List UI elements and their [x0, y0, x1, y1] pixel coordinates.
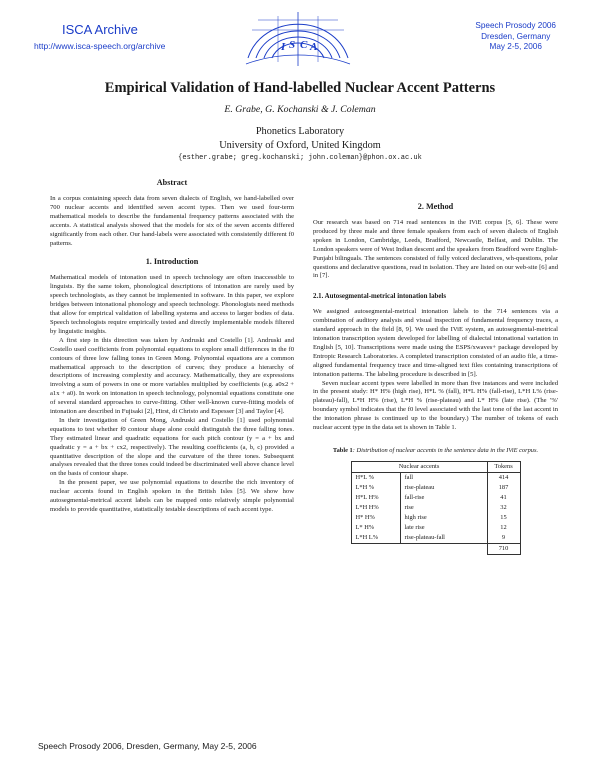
method-heading: 2. Method — [417, 202, 454, 211]
authors: E. Grabe, G. Kochanski & J. Coleman — [224, 104, 376, 115]
author-emails: {esther.grabe; greg.kochanski; john.coleman}@phon.ox.ac.uk — [178, 154, 422, 162]
accent-label: L*H % — [351, 483, 400, 493]
svg-text:C: C — [300, 39, 308, 51]
accent-name: fall-rise — [400, 493, 487, 503]
accent-name: rise-plateau — [400, 483, 487, 493]
table-caption-text: : Distribution of nuclear accents in the sentence data in the IViE corpus. — [352, 446, 539, 454]
accent-name: fall — [400, 473, 487, 484]
table-total: 710 — [487, 544, 520, 555]
affiliation-university: University of Oxford, United Kingdom — [219, 140, 381, 151]
conference-name: Speech Prosody 2006 — [475, 21, 556, 30]
right-column — [313, 202, 558, 555]
conference-info — [475, 21, 556, 53]
accent-tokens: 15 — [487, 513, 520, 523]
table-caption — [313, 447, 558, 456]
intro-paragraph-2: A first step in this direction was taken by Andruski and Costello [1]. Andruski and Costello used coefficients from polynomial equations to explore small differences in the f0 contours of three low falling tones in Green Mong. Polynomial equations are a common mathematical approach to the description of curves; they produce a hierarchy of descriptions of increasing complexity and accuracy. Mathematically, they are expressions involving a sum of powers in one or more variables multiplied by coefficients (e.g. a0x2 + a1x + a0). In work on intonation in speech technology, polynomial equations constitute one of several standard approaches to curve-fitting. Other well-known curve-fitting models of intonation are described in Fujisaki [2], Hirst, di Christo and Espesser [3] and Taylor [4]. — [50, 336, 294, 416]
archive-url[interactable]: http://www.isca-speech.org/archive — [34, 41, 166, 51]
method-paragraph-1: Our research was based on 714 read sentences in the IViE corpus [5, 6]. These were produced by three male and three female speakers from each of seven dialects of English spoken in London, Cambridge, Leeds, Bradford, Newcastle, Belfast, and Dublin. The London speakers were of West Indian descent and the speakers from Bradford were English-Punjabi bilinguals. The sentences consisted of fully voiced declaratives, wh-questions, polar questions and declarative questions, read in isolation. They are listed on our web-site [6] and in [7]. — [313, 219, 558, 280]
table-row — [351, 483, 520, 493]
paper-title: Empirical Validation of Hand-labelled Nuclear Accent Patterns — [104, 80, 496, 96]
table-row — [351, 473, 520, 484]
intro-paragraph-1: Mathematical models of intonation used in speech technology are often inaccessible to linguists. By the same token, phonological descriptions of intonation are rarely used by speech technologists, as they cannot be implemented in software. In this paper, we explore bridges between intonational phonology and speech technology. Phonologists need methods that allow for empirical validation of labelling systems and access to larger bodies of data. Speech technologists require empirically tested and directly implementable models filtered by linguistic insights. — [50, 274, 294, 335]
archive-name: ISCA Archive — [62, 22, 138, 37]
accent-label: L*H L% — [351, 533, 400, 544]
abstract-text: In a corpus containing speech data from seven dialects of English, we hand-labelled over 700 nuclear accents and identified seven accent types. Then we used four-term mathematical models to describe the fundamental frequency patterns associated with the accents. A statistical analysis showed that the models for six of the seven accents differed significantly from each other. Our hand-labels were associated with consistently different f0 patterns. — [50, 195, 294, 247]
method-paragraph-2: We assigned autosegmental-metrical intonation labels to the 714 sentences via a combination of auditory analysis and visual inspection of fundamental frequency traces, a standard approach in the field [8, 9]. We used the IViE system, an autosegmental-metrical intonation transcription system developed for labelling of dialectal intonational variation in English [5, 10]. Transcriptions were made using the ESPS/xwaves+ package developed by Entropic Research Laboratories. A completed transcription consisted of an audio file, a time-aligned fundamental frequency trace and time-aligned text files containing transcriptions of intonation patterns. The labeling procedure is described in [5]. — [313, 308, 558, 378]
intro-paragraph-4: In the present paper, we use polynomial equations to describe the rich inventory of nuclear accents found in English spoken in the British Isles [5]. We show how autosegmental-metrical accent labels can be mapped onto relatively simple polynomial models to provide quantitative, statistically testable descriptions of each accent type. — [50, 479, 294, 513]
conference-place: Dresden, Germany — [481, 31, 551, 41]
accent-tokens: 41 — [487, 493, 520, 503]
accent-tokens: 414 — [487, 473, 520, 484]
table-header-tokens: Tokens — [487, 462, 520, 473]
accent-label: H*L H% — [351, 493, 400, 503]
introduction-heading: 1. Introduction — [145, 257, 199, 267]
accent-label: H* H% — [351, 513, 400, 523]
accent-label: H*L % — [351, 473, 400, 484]
svg-text:A: A — [310, 41, 318, 53]
table-total-row — [351, 544, 520, 555]
method-paragraph-3: Seven nuclear accent types were labelled in more than five instances and were included in the present study: H* H% (high rise), H*L % (fall), H*L H% (fall-rise), L*H L% (rise-plateau)-fall), L*H H% (rise), L*H % (rise-plateau) and L* H% (late rise). (The '%' boundary symbol indicates that the f0 level associated with the last tone of the last accent in the intonation phrase is continued up to the boundary.) The number of tokens of each nuclear accent type in the data set is shown in Table 1. — [313, 379, 558, 432]
accent-label: L* H% — [351, 523, 400, 533]
table-header-accents: Nuclear accents — [351, 462, 487, 473]
table-header-row — [351, 462, 520, 473]
svg-text:I: I — [281, 41, 286, 53]
affiliation-lab: Phonetics Laboratory — [255, 126, 345, 137]
table-caption-label: Table 1 — [332, 446, 353, 454]
accent-name: late rise — [400, 523, 487, 533]
abstract-heading: Abstract — [156, 178, 188, 187]
page-footer: Speech Prosody 2006, Dresden, Germany, May 2-5, 2006 — [38, 741, 257, 751]
accent-name: rise — [400, 503, 487, 513]
intro-paragraph-3: In their investigation of Green Mong, Andruski and Costello [1] used polynomial equations to test whether f0 contour shape alone could distinguish the three falling tones. They estimated linear and quadratic equations for each pitch contour (y = a + bx and quadratic y = a + bx + cx2, respectively). The resulting coefficients (a, b, c) provided a quantitative description of the slope and the curvature of the three tones. Subsequent analyses revealed that the three tones could indeed be discriminated well above chance level on the basis of contour shape. — [50, 416, 294, 478]
accent-name: high rise — [400, 513, 487, 523]
accent-tokens: 32 — [487, 503, 520, 513]
table-row — [351, 533, 520, 544]
archive-header — [34, 22, 165, 51]
accent-tokens: 187 — [487, 483, 520, 493]
left-column — [50, 178, 294, 515]
accent-tokens: 9 — [487, 533, 520, 544]
table-row — [351, 493, 520, 503]
accent-name: rise-plateau-fall — [400, 533, 487, 544]
table-row — [351, 523, 520, 533]
table-row — [351, 513, 520, 523]
svg-text:S: S — [289, 39, 296, 51]
accent-label: L*H H% — [351, 503, 400, 513]
subsection-heading: 2.1. Autosegmental-metrical intonation labels — [313, 293, 447, 301]
table-row — [351, 503, 520, 513]
conference-dates: May 2-5, 2006 — [489, 42, 542, 51]
accent-table — [351, 461, 521, 555]
isca-logo — [238, 8, 358, 70]
table-total-spacer — [351, 544, 487, 555]
accent-tokens: 12 — [487, 523, 520, 533]
